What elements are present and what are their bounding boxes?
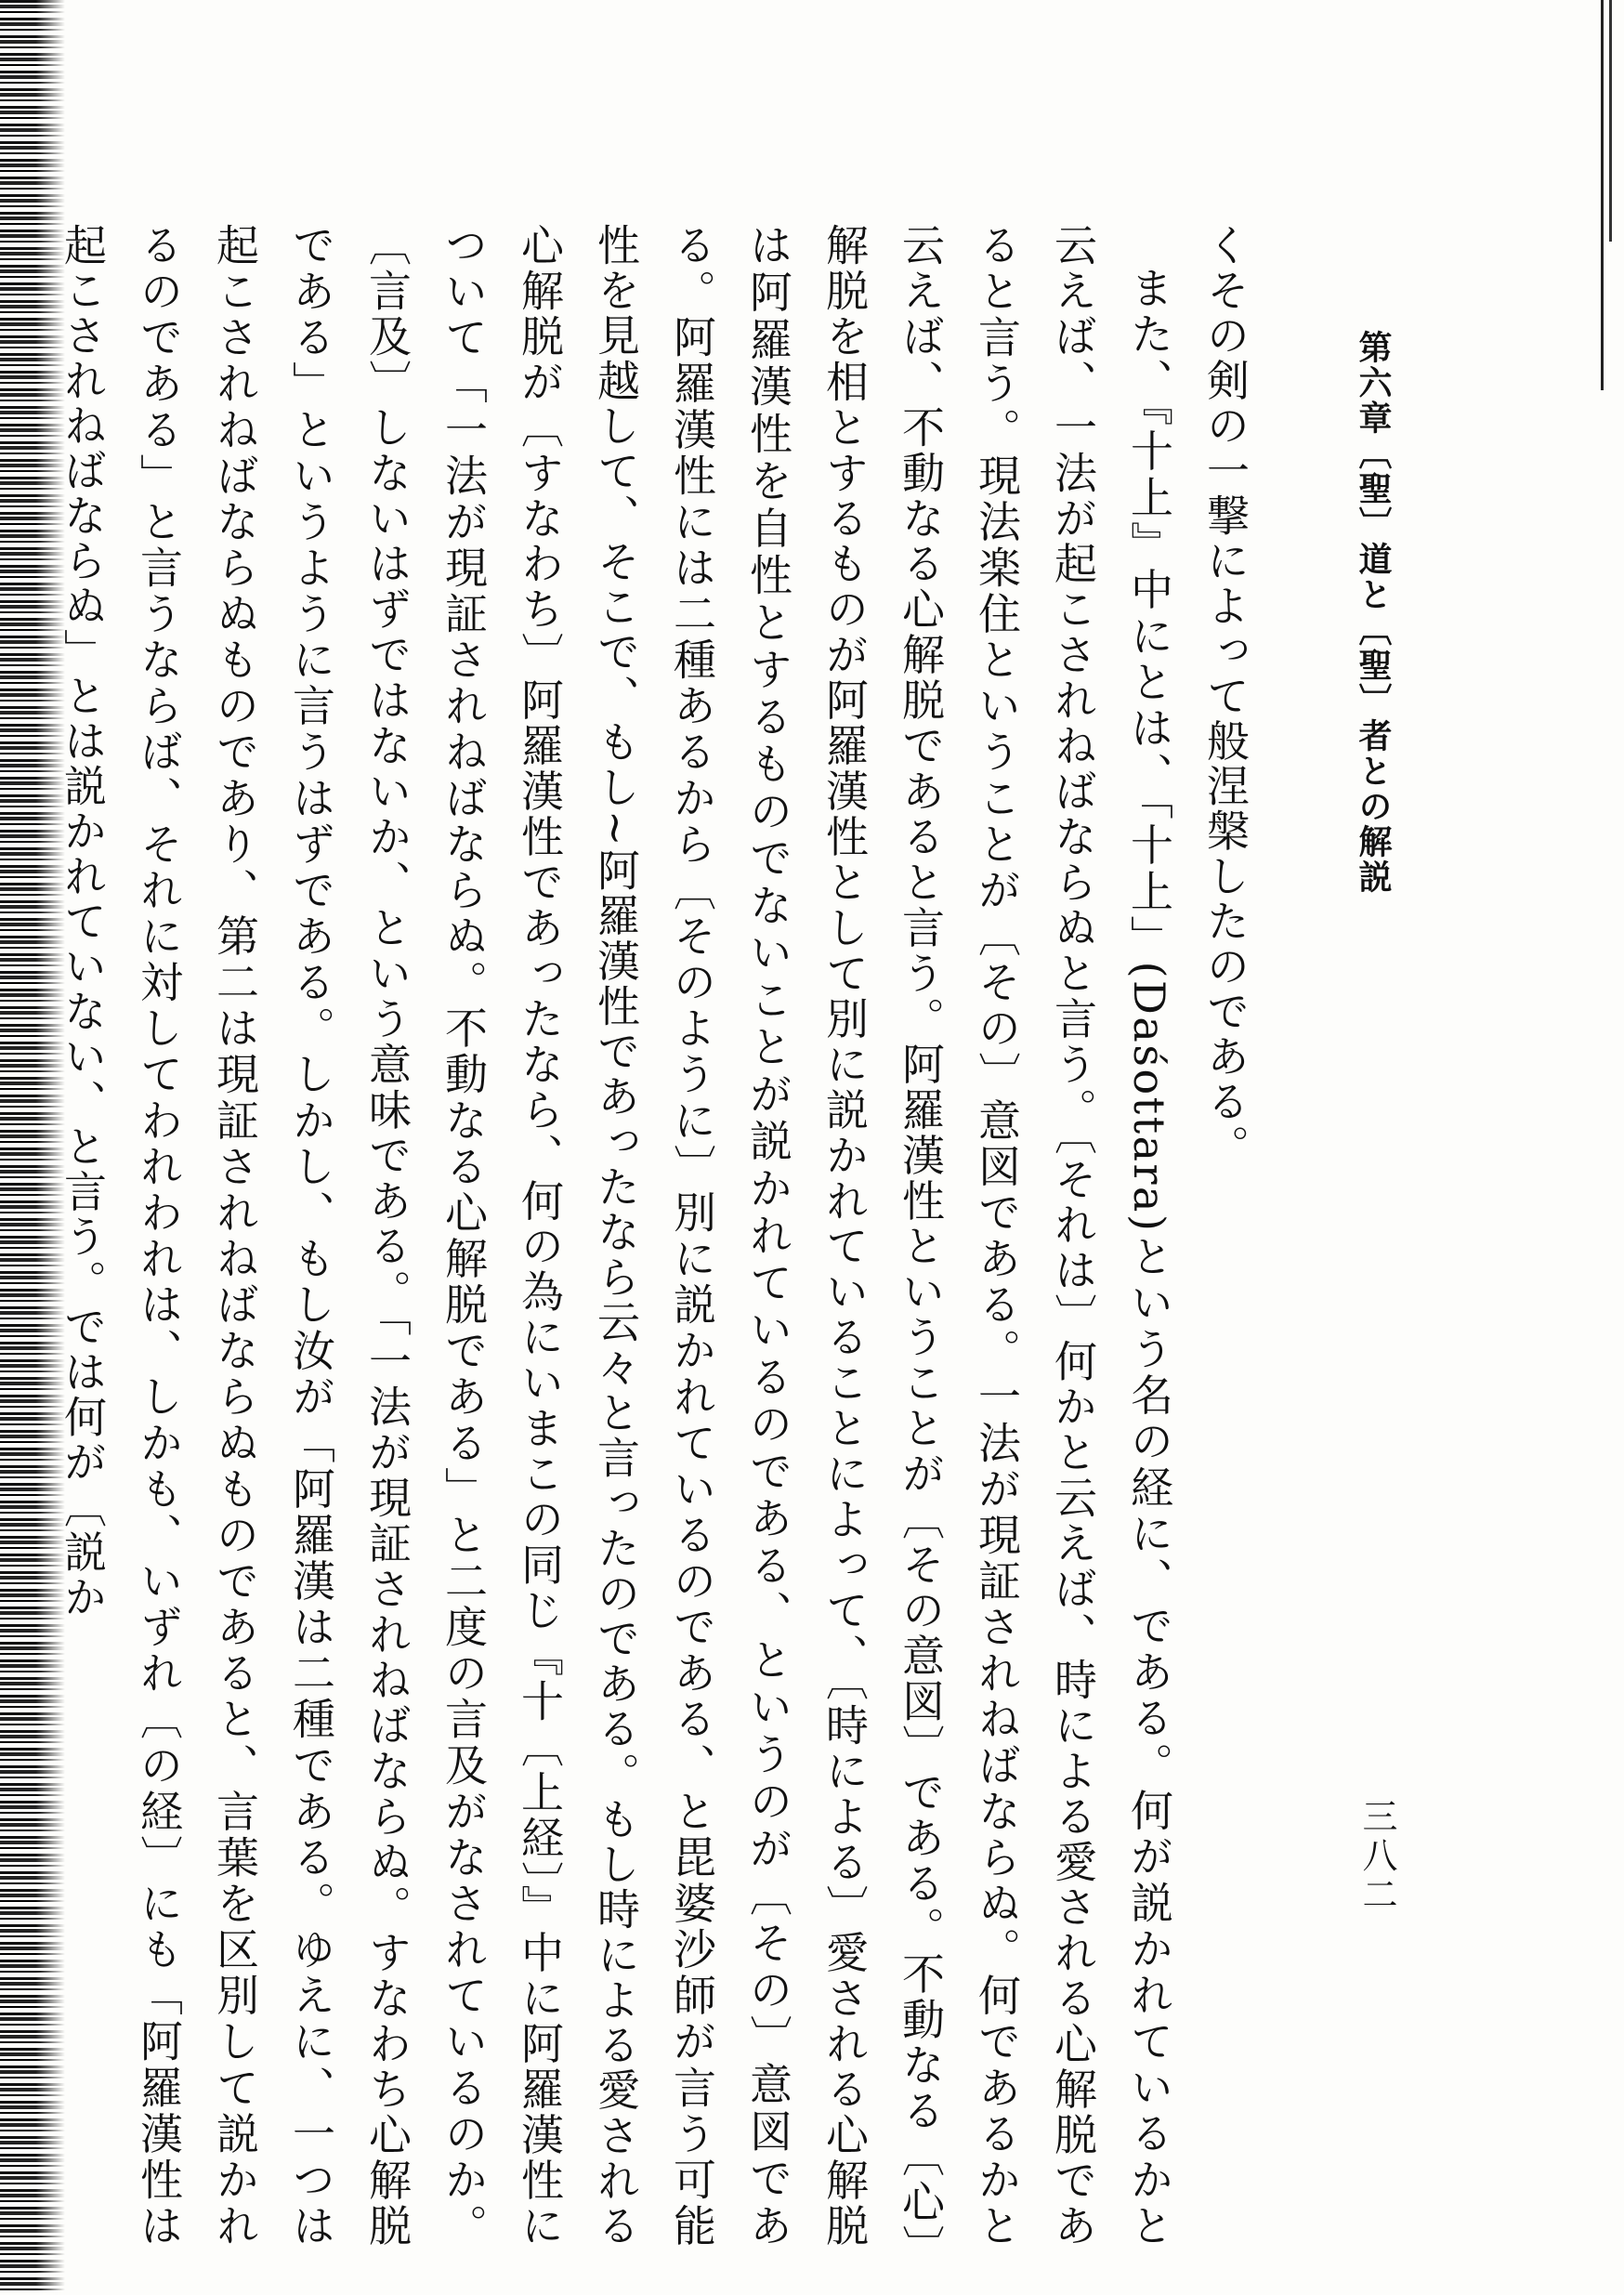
paragraph-daśottara-commentary: また、『十上』中にとは、「十上」(Daśottara)という名の経に、である。何が説かれているかと云えば、一法が起こされねばならぬと言う。〔それは〕何かと云えば、時による愛される心解脱であると言う。現法楽住ということが〔その〕意図である。一法が現証されねばならぬ。何であるかと云えば、不動なる心解脱であると言う。阿羅漢性ということが〔その意図〕である。不動なる〔心〕解脱を相とするものが阿羅漢性として別に説かれていることによって、〔時による〕愛される心解脱は阿羅漢性を自性とするものでないことが説かれているのである、というのが〔その〕意図である。阿羅漢性には二種あるから〔そのように〕別に説かれているのである、と毘婆沙師が言う可能性を見越して、そこで、もし~阿羅漢性であったなら云々と言ったのである。もし時による愛される心解脱が〔すなわち〕阿羅漢性であったなら、何の為にいまこの同じ『十〔上経〕』中に阿羅漢性について「一法が現証されねばならぬ。不動なる心解脱である」と二度の言及がなされているのか。〔言及〕しないはずではないか、という意味である。「一法が現証されねばならぬ。すなわち心解脱である」というように言うはずである。しかし、もし汝が「阿羅漢は二種である。ゆえに、一つは起こされねばならぬものであり、第二は現証されねばならぬものであると、言葉を区別して説かれるのである」と言うならば、それに対してわれわれは、しかも、いずれ〔の経〕にも「阿羅漢性は起こされねばならぬ」とは説かれていない、と言う。では何が〔説か: [58, 223, 1174, 2249]
page-number: 三八二: [1356, 1798, 1397, 1915]
body-text: [58, 223, 1264, 2249]
page-edge-mark: [1601, 0, 1624, 390]
paragraph-continuation: くその剣の一撃によって般涅槃したのである。: [1200, 223, 1251, 1170]
running-head-chapter-title: 第六章〔聖〕道と〔聖〕者との解説: [1354, 330, 1392, 895]
